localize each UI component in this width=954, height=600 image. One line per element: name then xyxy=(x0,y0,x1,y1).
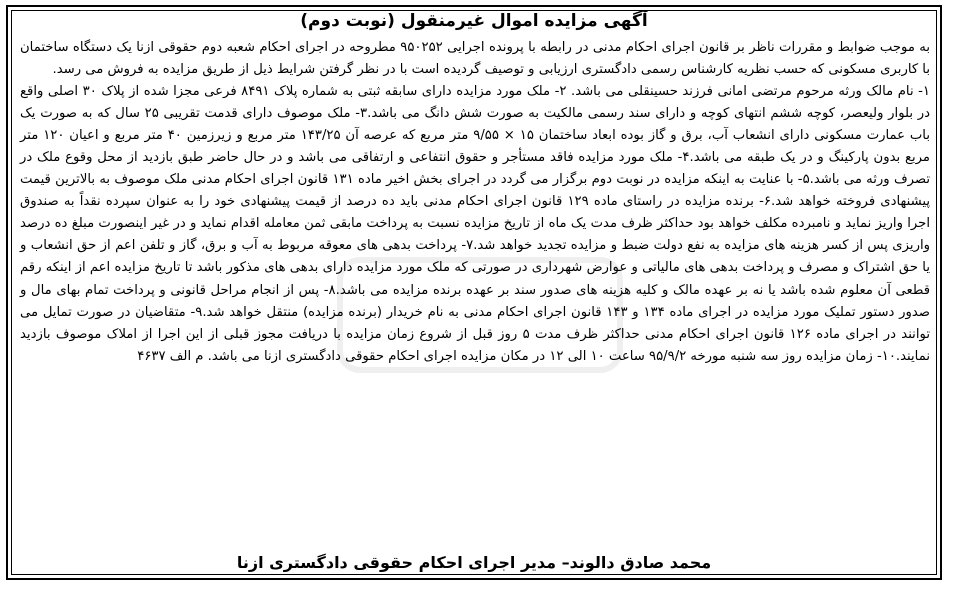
notice-frame xyxy=(6,5,942,580)
notice-body xyxy=(20,37,930,368)
notice-signature: محمد صادق دالوند– مدیر اجرای احکام حقوقی دادگستری ازنا xyxy=(236,553,712,572)
notice-terms-paragraph: ۱- نام مالک ورثه مرحوم مرتضی امانی فرزند حسینقلی می باشد. ۲- ملک مورد مزایده دارای سابقه ثبتی به شماره پلاک ۸۴۹۱ فرعی مجزا شده از پلاک ۳۰ اصلی واقع در بلوار ولیعصر، کوچه ششم انتهای کوچه و دارای سند رسمی مالکیت به صورت شش دانگ می باشد.۳- ملک موصوف دارای قدمت تقریبی ۲۵ سال که به صورت یک باب عمارت مسکونی دارای انشعاب آب، برق و گاز بوده ابعاد ساختمان ۱۵ × ۹/۵۵ متر مربع که عرصه آن ۱۴۳/۲۵ متر مربع و زیرزمین ۴۰ متر مربع و اعیان ۱۲۰ متر مربع بدون پارکینگ و در یک طبقه می باشد.۴- ملک مورد مزایده فاقد مستأجر و حقوق انتفاعی و ارتفاقی می باشد و در حال حاضر طبق بازدید از محل وقوع ملک در تصرف ورثه می باشد.۵- با عنایت به اینکه مزایده در نوبت دوم برگزار می گردد در اجرای بخش اخیر ماده ۱۳۱ قانون اجرای احکام مدنی ملک موصوف به بالاترین قیمت پیشنهادی فروخته خواهد شد.۶- برنده مزایده در راستای ماده ۱۲۹ قانون اجرای احکام مدنی باید ده درصد از قیمت پیشنهادی خود را به عنوان سپرده نقداً به صندوق اجرا واریز نماید و نامبرده مکلف خواهد بود حداکثر ظرف مدت یک ماه از تاریخ مزایده نسبت به پرداخت مابقی ثمن معامله اقدام نماید و در غیر اینصورت مبلغ ده درصد واریزی پس از کسر هزینه های مزایده به نفع دولت ضبط و مزایده تجدید خواهد شد.۷- پرداخت بدهی های معوقه مربوط به آب و برق، گاز و تلفن اعم از حق انشعاب و یا حق اشتراک و مصرف و پرداخت بدهی های مالیاتی و عوارض شهرداری در صورتی که ملک مورد مزایده دارای بدهی های مذکور باشد تا تاریخ مزایده اعم از اینکه رقم قطعی آن معلوم شده باشد یا نه بر عهده مالک و کلیه هزینه های صدور سند بر عهده برنده مزایده می باشد.۸- پس از انجام مراحل قانونی و پرداخت تمام بهای مال و صدور دستور تملیک مورد مزایده در اجرای ماده ۱۳۴ و ۱۴۳ قانون اجرای احکام مدنی به نام خریدار (برنده مزایده) منتقل خواهد شد.۹- متقاضیان در صورت تمایل می توانند در اجرای ماده ۱۲۶ قانون اجرای احکام مدنی حداکثر ظرف مدت ۵ روز قبل از شروع زمان مزایده با دریافت مجوز قبلی از این اجرا از املاک موصوف بازدید نمایند.۱۰- زمان مزایده روز سه شنبه مورخه ۹۵/۹/۲ ساعت ۱۰ الی ۱۲ در مکان مزایده اجرای احکام حقوقی دادگستری ازنا می باشد. م الف ۴۶۳۷ xyxy=(20,84,931,364)
notice-intro-paragraph: به موجب ضوابط و مقررات ناظر بر قانون اجرای احکام مدنی در رابطه با پرونده اجرایی ۹۵۰۲۵۲ مطروحه در اجرای احکام شعبه دوم حقوقی ازنا یک دستگاه ساختمان با کاربری مسکونی که حسب نظریه کارشناس رسمی دادگستری ارزیابی و توصیف گردیده است با در نظر گرفتن شرایط ذیل از طریق مزایده به فروش می رسد. xyxy=(20,40,931,78)
notice-title: آگهی مزایده اموال غیرمنقول (نوبت دوم) xyxy=(300,11,648,31)
